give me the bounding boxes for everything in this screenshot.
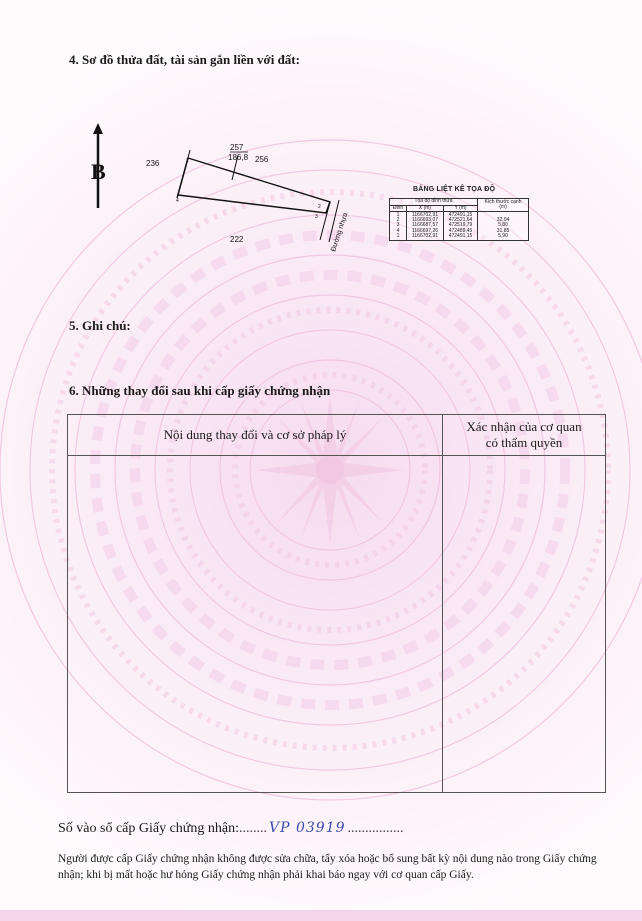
vertex-1: 1 [186,158,189,164]
label-parcel-number: 186,8 [228,153,249,162]
coord-y: 472521,64 [448,217,473,224]
parcel-outline [178,158,330,213]
bottom-border [0,910,642,921]
section-6-title: 6. Những thay đổi sau khi cấp giấy chứng nhận [69,383,331,398]
coord-len: 5,80 [498,222,508,229]
changes-content-cell [68,456,443,793]
coord-x: 1166702,91 [411,232,439,239]
coord-point: 4 [396,227,400,234]
coord-rows [390,212,529,241]
book-number-label: Số vào sổ cấp Giấy chứng nhận: [58,821,239,836]
changes-table [67,414,606,793]
vertex-4: 4 [176,198,179,204]
coord-x: 1166702,91 [411,212,439,218]
coord-table-title: BẢNG LIỆT KÊ TỌA ĐỘ [413,186,496,193]
coord-point: 1 [396,212,400,218]
label-222: 222 [230,235,244,244]
notice-text: Người được cấp Giấy chứng nhận không được sửa chữa, tẩy xóa hoặc bổ sung bất kỳ nội dung nào trong Giấy chứng nhận; khi bị mất hoặc hư hỏng Giấy chứng nhận phải khai báo ngay với cơ quan cấp Giấy. [58,853,597,881]
coord-col-y: Y (m) [444,205,478,212]
parcel-sketch [90,120,360,260]
coord-side-header: Kích thước cạnh (m) [478,199,529,212]
vertex-3: 3 [315,214,318,220]
coord-point: 2 [396,217,400,224]
coord-y: 472489,45 [448,227,473,234]
road-label: Đường nhựa [330,211,350,253]
section-4-title: 4. Sơ đồ thửa đất, tài sản gắn liền với đất: [69,52,300,67]
label-257: 257 [230,143,244,152]
coord-len: 31,85 [496,227,510,234]
coord-x: 1166697,26 [411,227,439,234]
coord-x: 1166687,57 [411,222,439,229]
coord-len: 5,90 [498,232,508,239]
coord-y: 472491,15 [448,212,473,218]
coord-col-point: Đỉnh [390,205,407,212]
north-label: B [91,159,106,184]
coord-x: 1166693,07 [411,217,439,224]
label-236: 236 [146,159,160,168]
coord-y: 472519,79 [448,222,473,229]
label-256: 256 [255,155,269,164]
changes-confirm-cell [443,456,606,793]
changes-col-content-header: Nội dung thay đổi và cơ sở pháp lý [68,415,443,456]
coord-col-x: X (m) [406,205,443,212]
changes-col-confirm-header: Xác nhận của cơ quan có thẩm quyền [443,415,606,456]
section-5-title: 5. Ghi chú: [69,318,131,333]
coord-len: 32,04 [496,217,510,224]
book-number-handwritten: VP 03919 [269,820,346,836]
coord-point: 1 [396,232,400,239]
coord-table [389,198,529,241]
vertex-2: 2 [318,204,321,210]
coord-group-header: Tọa độ đỉnh thửa [390,199,478,206]
coord-point: 3 [396,222,400,229]
coord-y: 472491,15 [448,232,473,239]
book-number-line: Số vào sổ cấp Giấy chứng nhận:........ VP 03919 ................ [58,820,404,836]
